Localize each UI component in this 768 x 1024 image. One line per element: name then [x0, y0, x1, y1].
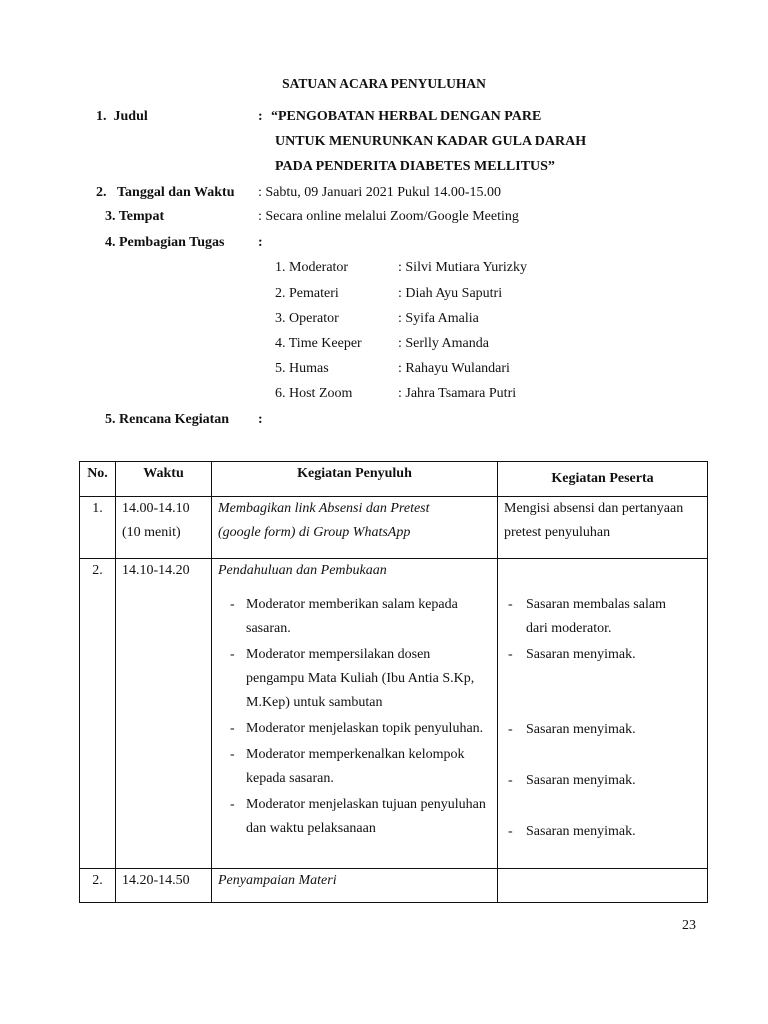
name-operator: : Syifa Amalia: [398, 311, 479, 326]
list-item: - Sasaran menyimak.: [504, 718, 636, 742]
list-item: - Sasaran membalas salam dari moderator.: [504, 593, 686, 641]
name-host-zoom: : Jahra Tsamara Putri: [398, 386, 517, 401]
role-moderator: 1. Moderator: [275, 260, 349, 275]
header-no: No.: [80, 462, 116, 497]
header-kegiatan-peserta: Kegiatan Peserta: [498, 462, 708, 497]
tanggal-label: 2. Tanggal dan Waktu: [96, 185, 235, 200]
pembagian-colon: :: [258, 235, 263, 250]
list-item: - Moderator memberikan salam kepada sasaran.: [218, 593, 491, 641]
list-item: - Moderator menjelaskan topik penyuluhan.: [218, 717, 491, 741]
row-3-no: 2.: [80, 869, 116, 903]
judul-line-2: UNTUK MENURUNKAN KADAR GULA DARAH: [275, 134, 587, 149]
judul-colon: :: [258, 109, 263, 124]
rencana-colon: :: [258, 412, 263, 427]
judul-line-3: PADA PENDERITA DIABETES MELLITUS”: [275, 159, 555, 174]
role-humas: 5. Humas: [275, 361, 329, 376]
list-item: - Sasaran menyimak.: [504, 769, 636, 793]
row-2-waktu: 14.10-14.20: [116, 559, 212, 869]
row-1-peserta: Mengisi absensi dan pertanyaan pretest penyuluhan: [498, 497, 708, 559]
role-pemateri: 2. Pemateri: [275, 286, 339, 301]
page-number: 23: [682, 918, 696, 933]
list-item: - Moderator memperkenalkan kelompok kepada sasaran.: [218, 743, 491, 791]
row-2-penyuluh-title: Pendahuluan dan Pembukaan: [218, 563, 387, 578]
row-2-peserta: [498, 559, 708, 869]
row-3-waktu: 14.20-14.50: [116, 869, 212, 903]
table-row: [80, 869, 708, 903]
list-item: - Moderator mempersilakan dosen pengampu Mata Kuliah (Ibu Antia S.Kp, M.Kep) untuk sambutan: [218, 643, 491, 715]
row-2-penyuluh-list: [218, 593, 491, 841]
row-2-penyuluh: [212, 559, 498, 869]
role-host-zoom: 6. Host Zoom: [275, 386, 353, 401]
name-moderator: : Silvi Mutiara Yurizky: [398, 260, 527, 275]
name-humas: : Rahayu Wulandari: [398, 361, 510, 376]
tempat-value: : Secara online melalui Zoom/Google Meeting: [258, 209, 519, 224]
list-item: - Sasaran menyimak.: [504, 643, 636, 667]
row-2-no: 2.: [80, 559, 116, 869]
row-3-peserta: [498, 869, 708, 903]
row-3-penyuluh: Penyampaian Materi: [212, 869, 498, 903]
role-time-keeper: 4. Time Keeper: [275, 336, 362, 351]
activity-table: [79, 461, 708, 903]
pembagian-label: 4. Pembagian Tugas: [105, 235, 225, 250]
name-pemateri: : Diah Ayu Saputri: [398, 286, 503, 301]
tempat-label: 3. Tempat: [105, 209, 165, 224]
judul-label: 1. Judul: [96, 109, 148, 124]
table-header-row: [80, 462, 708, 497]
table-row: [80, 559, 708, 869]
judul-line-1: “PENGOBATAN HERBAL DENGAN PARE: [271, 109, 542, 124]
page-title: SATUAN ACARA PENYULUHAN: [282, 76, 486, 91]
row-1-waktu-time: 14.00-14.10: [122, 501, 190, 516]
row-1-no: 1.: [80, 497, 116, 559]
tanggal-value: : Sabtu, 09 Januari 2021 Pukul 14.00-15.00: [258, 185, 502, 200]
role-operator: 3. Operator: [275, 311, 339, 326]
name-time-keeper: : Serlly Amanda: [398, 336, 489, 351]
header-kegiatan-penyuluh: Kegiatan Penyuluh: [212, 462, 498, 497]
header-waktu: Waktu: [116, 462, 212, 497]
row-1-waktu: [116, 497, 212, 559]
table-row: [80, 497, 708, 559]
list-item: - Moderator menjelaskan tujuan penyuluhan dan waktu pelaksanaan: [218, 793, 491, 841]
list-item: - Sasaran menyimak.: [504, 820, 636, 844]
row-1-waktu-duration: (10 menit): [122, 525, 181, 540]
rencana-label: 5. Rencana Kegiatan: [105, 412, 230, 427]
row-1-penyuluh: Membagikan link Absensi dan Pretest (google form) di Group WhatsApp: [212, 497, 498, 559]
